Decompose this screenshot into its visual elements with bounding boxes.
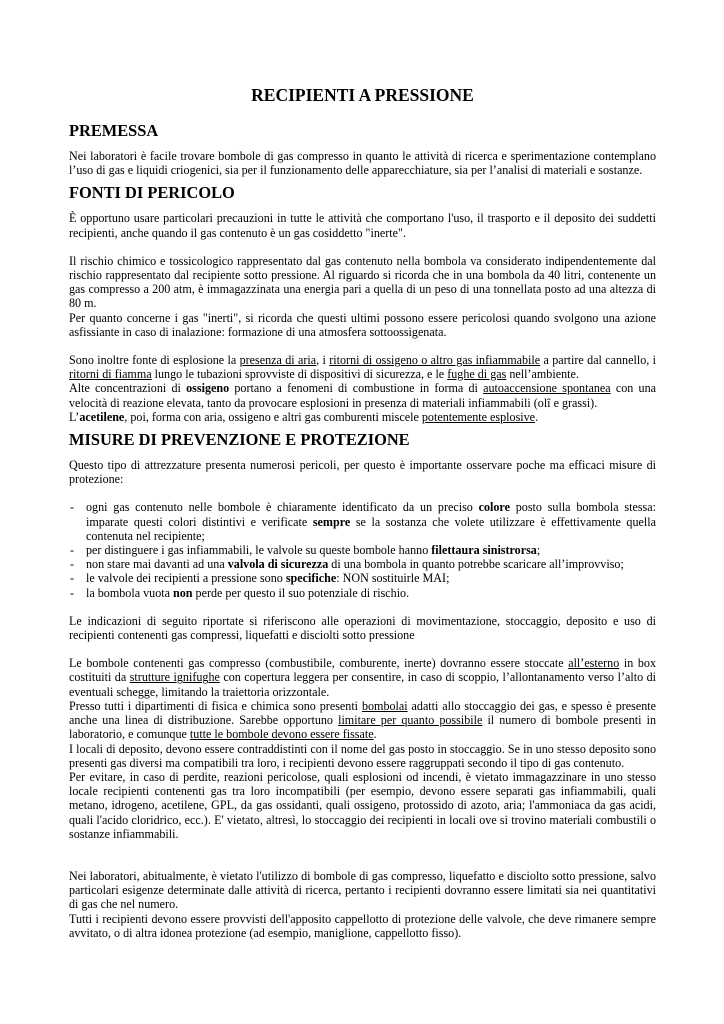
misure-dipartimenti: Presso tutti i dipartimenti di fisica e chimica sono presenti bombolai adatti allo stoccaggio dei gas, e spesso è presente anche una linea di distribuzione. Sarebbe opportuno limitare per quanto possibile il numero di bombole presenti in laboratorio, e comunque tutte le bombole devono essere fissate. [69, 698, 656, 742]
heading-misure: MISURE DI PREVENZIONE E PROTEZIONE [69, 430, 410, 450]
misure-intro: Questo tipo di attrezzature presenta numerosi pericoli, per questo è importante osservare poche ma efficaci misure di protezione: [69, 458, 656, 487]
underline-autoaccensione: autoaccensione spontanea [483, 381, 611, 396]
fonti-paragraph-2: Il rischio chimico e tossicologico rappresentato dal gas contenuto nella bombola va considerato indipendentemente dal rischio rappresentato dal recipiente sotto pressione. Al riguardo si ricorda che in una bombola da 40 litri, contenente un gas compresso a 200 atm, è immagazzinata una energia pari a quella di un peso di una tonnellata posto ad una altezza di 80 m. [69, 253, 656, 311]
heading-fonti-di-pericolo: FONTI DI PERICOLO [69, 183, 235, 203]
fonti-paragraph-1: È opportuno usare particolari precauzioni in tutte le attività che comportano l'uso, il trasporto e il deposito dei suddetti recipienti, anche quando il gas contenuto è un gas cosiddetto "inerte". [69, 211, 656, 240]
underline-ritorni-ossigeno: ritorni di ossigeno o altro gas infiammabile [329, 353, 541, 368]
misure-evitare: Per evitare, in caso di perdite, reazioni pericolose, quali esplosioni od incendi, è vietato immagazzinare in uno stesso locale recipienti contenenti gas tra loro incompatibili (per esempio, devono essere separati gas infiammabili, quali metano, idrogeno, acetilene, GPL, da gas ossidanti, quali ossigeno, protossido di azoto, aria; l'ammoniaca da gas acidi, quali l'acido cloridrico, ecc.). E' vietato, altresì, lo stoccaggio dei recipienti in locali ove si trovino materiali combustili o sostanze infiammabili. [69, 769, 656, 841]
underline-potentemente-esplosive: potentemente esplosive [421, 409, 536, 424]
fonti-paragraph-5: Alte concentrazioni di ossigeno portano a fenomeni di combustione in forma di autoaccensione spontanea con una velocità di reazione elevata, tanto da provocare esplosioni in presenza di materiali infiammabili (olî e grassi). [69, 381, 657, 410]
fonti-paragraph-4: Sono inoltre fonte di esplosione la presenza di aria, i ritorni di ossigeno o altro gas infiammabile a partire dal cannello, i ritorni di fiamma lungo le tubazioni sprovviste di dispositivi di sicurezza, e le fughe di gas nell’ambiente. [69, 353, 656, 382]
misure-indicazioni: Le indicazioni di seguito riportate si riferiscono alle operazioni di movimentazione, stoccaggio, deposito e uso di recipienti contenenti gas compressi, liquefatti e disciolti sotto pressione [69, 613, 656, 643]
premessa-text: Nei laboratori è facile trovare bombole di gas compresso in quanto le attività di ricerca e sperimentazione contemplano l’uso di gas e liquidi criogenici, sia per il funzionamento delle apparecchiature, sia per l’analisi di materiali e sostanze. [69, 149, 656, 178]
fonti-paragraph-6: L’acetilene, poi, forma con aria, ossigeno e altri gas comburenti miscele potentemente esplosive. [69, 409, 539, 424]
list-item: - la bombola vuota non perde per questo il suo potenziale di rischio. [69, 586, 656, 600]
heading-premessa: PREMESSA [69, 121, 159, 140]
list-item: - ogni gas contenuto nelle bombole è chiaramente identificato da un preciso colore posto sulla bombola stessa: imparate questi colori distintivi e verificate sempre se la sostanza che volete utilizzare è effettivamente quella contenuta nel recipiente; [69, 500, 656, 543]
misure-cappellotto: Tutti i recipienti devono essere provvisti dell'apposito cappellotto di protezione delle valvole, che deve rimanere sempre avvitato, o di altra idonea protezione (ad esempio, maniglione, cappellotto fisso). [69, 911, 656, 940]
document-title: RECIPIENTI A PRESSIONE [251, 85, 474, 105]
misure-stoccate: Le bombole contenenti gas compresso (combustibile, comburente, inerte) dovranno essere stoccate all’esterno in box costituiti da strutture ignifughe con copertura leggera per consentire, in caso di scoppio, l’allontanamento verso l’alto di eventuali schegge, limitando la traiettoria orizzontale. [69, 656, 656, 699]
underline-fughe-gas: fughe di gas [447, 367, 507, 382]
list-item: - per distinguere i gas infiammabili, le valvole su queste bombole hanno filettaura sinistrorsa; [69, 543, 656, 557]
fonti-paragraph-3: Per quanto concerne i gas "inerti", si ricorda che questi ultimi possono essere pericolosi quando svolgono una azione asfissiante in caso di inalazione: formazione di una atmosfera sottoossigenata. [69, 310, 656, 339]
bold-acetilene: acetilene [79, 409, 125, 424]
misure-list [69, 500, 656, 599]
list-item: - le valvole dei recipienti a pressione sono specifiche: NON sostituirle MAI; [69, 571, 656, 585]
list-item: - non stare mai davanti ad una valvola di sicurezza di una bombola in quanto potrebbe scaricare all’improvviso; [69, 557, 656, 571]
misure-deposito: I locali di deposito, devono essere contraddistinti con il nome del gas posto in stoccaggio. Se in uno stesso deposito sono presenti gas diversi ma compatibili tra loro, i recipienti devono essere raggruppati secondo il tipo di gas contenuto. [69, 741, 656, 770]
underline-ritorni-fiamma: ritorni di fiamma [69, 367, 152, 382]
misure-laboratori: Nei laboratori, abitualmente, è vietato l'utilizzo di bombole di gas compresso, liquefatto e disciolto sotto pressione, salvo particolari esigenze determinate dalle attività di ricerca, pertanto i recipienti dovranno essere limitati sia nei quantitativi di gas che nel numero. [69, 868, 656, 912]
bold-ossigeno: ossigeno [186, 381, 230, 396]
underline-presenza-aria: presenza di aria [239, 353, 317, 368]
